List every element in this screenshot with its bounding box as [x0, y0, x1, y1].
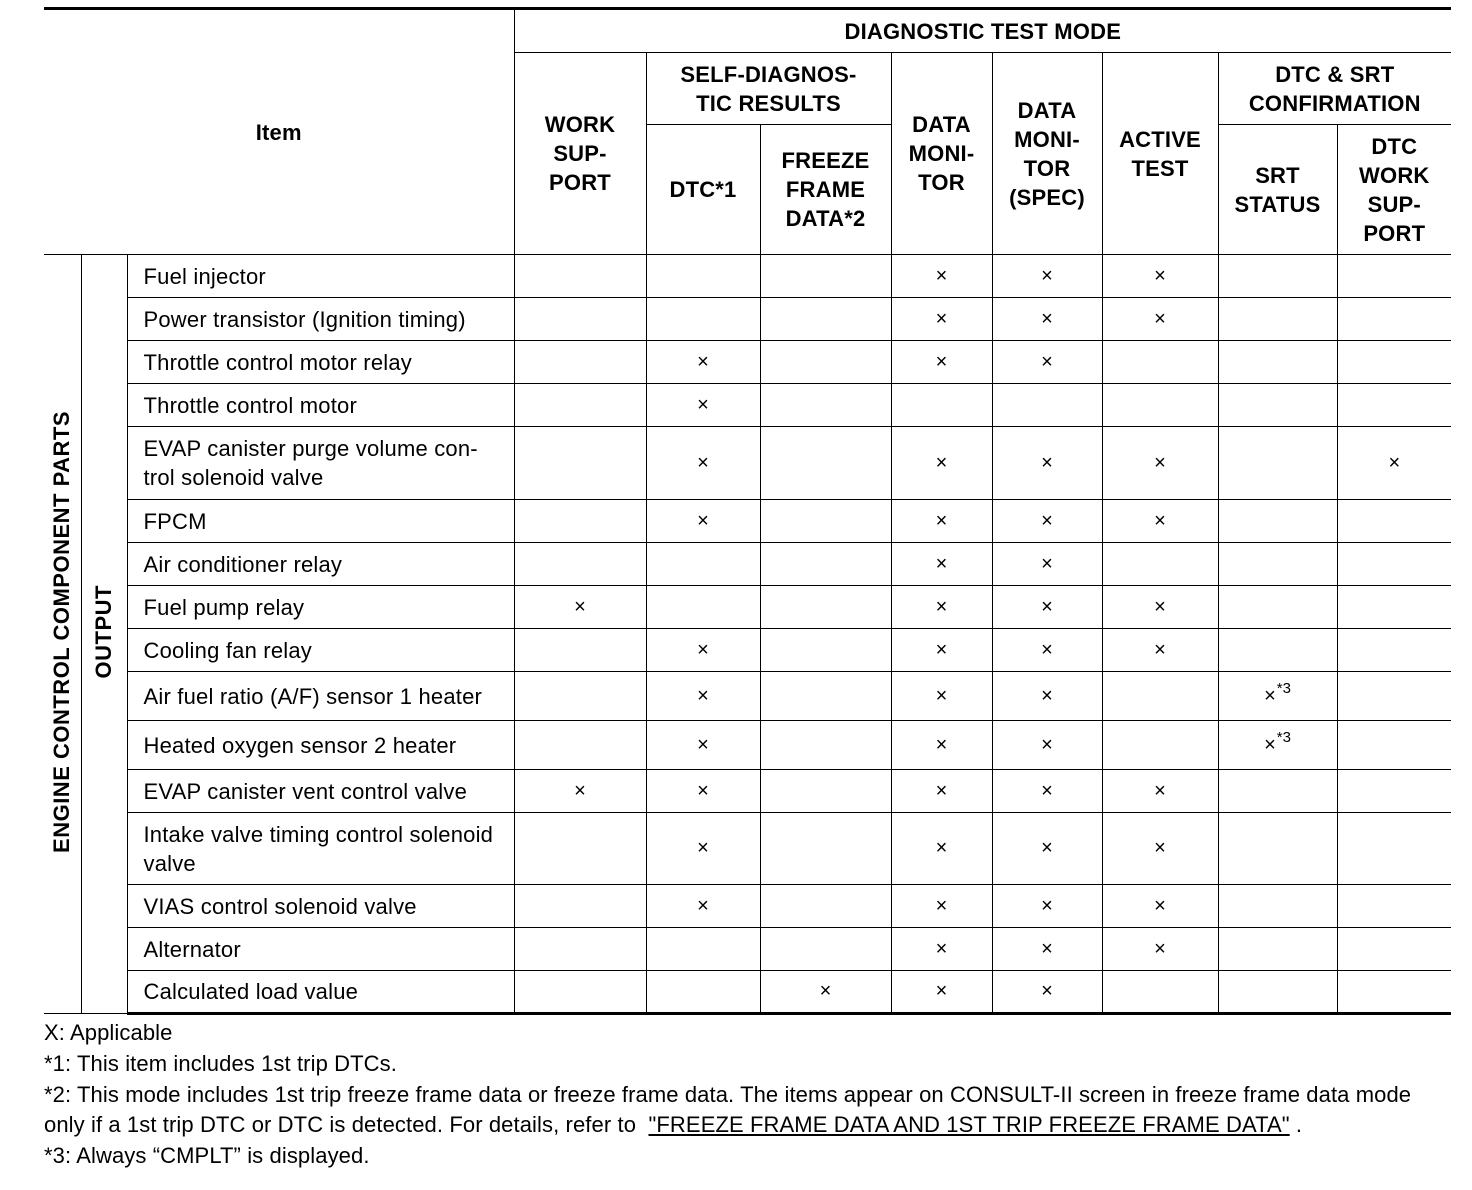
applicable-mark: ×: [1041, 509, 1053, 532]
applicable-mark: ×: [697, 837, 709, 859]
active-test-cell: [1102, 543, 1218, 586]
data-monitor-spec-cell: [992, 629, 1102, 672]
work-support-cell: [514, 813, 646, 885]
srt-status-cell: [1218, 971, 1337, 1014]
applicable-mark: ×: [1041, 350, 1053, 373]
data-monitor-spec-cell: [992, 543, 1102, 586]
data-monitor-spec-cell: [992, 586, 1102, 629]
applicable-mark: ×: [697, 779, 709, 802]
freeze-frame-data-cell: [760, 341, 891, 384]
table-row: [44, 255, 1451, 298]
srt-status-cell: [1218, 928, 1337, 971]
note-2: [44, 1080, 1454, 1142]
active-test-cell: [1102, 813, 1218, 885]
dtc-work-support-header: DTC WORK SUP- PORT: [1337, 125, 1451, 255]
dtc-work-support-cell: [1337, 255, 1451, 298]
applicable-mark: ×: [1041, 595, 1053, 618]
data-monitor-cell: [891, 500, 992, 543]
dtc-cell: [646, 928, 760, 971]
srt-status-cell: [1218, 341, 1337, 384]
active-test-cell: [1102, 384, 1218, 427]
applicable-mark: ×: [1154, 837, 1166, 859]
data-monitor-cell: [891, 298, 992, 341]
applicable-mark: ×: [697, 894, 709, 917]
item-name: FPCM: [143, 508, 207, 534]
work-support-cell: [514, 885, 646, 928]
data-monitor-spec-header: DATA MONI- TOR (SPEC): [992, 53, 1102, 255]
table-row: [44, 384, 1451, 427]
item-name-cell: [127, 885, 514, 928]
dtc-work-support-cell: [1337, 629, 1451, 672]
dtc-cell: [646, 885, 760, 928]
applicable-mark: ×: [935, 779, 948, 802]
data-monitor-header: DATA MONI- TOR: [891, 53, 992, 255]
data-monitor-cell: [891, 629, 992, 672]
work-support-header: WORK SUP- PORT: [514, 53, 646, 255]
data-monitor-cell: [891, 586, 992, 629]
applicable-mark: ×: [574, 779, 586, 802]
srt-status-cell: [1218, 543, 1337, 586]
data-monitor-cell: [891, 255, 992, 298]
active-test-cell: [1102, 255, 1218, 298]
dtc-cell: [646, 255, 760, 298]
data-monitor-cell: [891, 341, 992, 384]
diagnostic-test-mode-table: [44, 7, 1451, 1015]
work-support-cell: [514, 298, 646, 341]
dtc-cell: [646, 341, 760, 384]
freeze-frame-data-cell: [760, 721, 891, 770]
active-test-cell: [1102, 298, 1218, 341]
group-label-cell: [44, 255, 81, 1014]
data-monitor-spec-cell: [992, 500, 1102, 543]
work-support-cell: [514, 586, 646, 629]
applicable-mark: ×: [1041, 980, 1053, 1002]
subgroup-label-cell: [81, 255, 127, 1014]
applicable-mark: ×: [935, 733, 948, 756]
dtc-work-support-cell: [1337, 427, 1451, 500]
freeze-frame-data-cell: [760, 629, 891, 672]
applicable-mark: ×: [935, 595, 948, 618]
table-row: [44, 971, 1451, 1014]
freeze-frame-data-cell: [760, 971, 891, 1014]
applicable-mark: ×: [1041, 894, 1053, 917]
data-monitor-spec-cell: [992, 885, 1102, 928]
freeze-frame-data-cell: [760, 672, 891, 721]
active-test-cell: [1102, 672, 1218, 721]
work-support-cell: [514, 384, 646, 427]
item-name-cell: [127, 971, 514, 1014]
applicable-mark: ×$^{*3}$: [1264, 679, 1291, 707]
dtc-cell: [646, 586, 760, 629]
applicable-mark: ×: [935, 894, 948, 917]
applicable-mark: ×: [697, 638, 709, 661]
item-name-cell: [127, 341, 514, 384]
active-test-cell: [1102, 885, 1218, 928]
active-test-cell: [1102, 971, 1218, 1014]
freeze-frame-data-cell: [760, 813, 891, 885]
freeze-frame-data-cell: [760, 543, 891, 586]
data-monitor-spec-cell: [992, 770, 1102, 813]
data-monitor-spec-cell: [992, 721, 1102, 770]
active-test-header: ACTIVE TEST: [1102, 53, 1218, 255]
dtc-header: DTC*1: [646, 125, 760, 255]
work-support-cell: [514, 770, 646, 813]
item-name-cell: [127, 500, 514, 543]
applicable-mark: ×: [697, 350, 709, 373]
freeze-frame-data-cell: [760, 586, 891, 629]
data-monitor-spec-cell: [992, 813, 1102, 885]
srt-status-cell: [1218, 586, 1337, 629]
freeze-frame-data-link[interactable]: "FREEZE FRAME DATA AND 1ST TRIP FREEZE FRAME DATA": [648, 1112, 1290, 1138]
item-name: VIAS control solenoid valve: [143, 893, 417, 919]
applicable-mark: ×: [1154, 264, 1166, 287]
data-monitor-spec-cell: [992, 298, 1102, 341]
work-support-cell: [514, 427, 646, 500]
dtc-work-support-cell: [1337, 298, 1451, 341]
work-support-cell: [514, 255, 646, 298]
item-name-cell: [127, 770, 514, 813]
applicable-mark: ×: [935, 307, 948, 330]
srt-status-cell: [1218, 770, 1337, 813]
item-name: Heated oxygen sensor 2 heater: [143, 732, 457, 758]
dtc-cell: [646, 384, 760, 427]
dtc-cell: [646, 500, 760, 543]
table-row: [44, 885, 1451, 928]
table-row: [44, 500, 1451, 543]
item-name: trol solenoid valve: [143, 465, 324, 490]
freeze-frame-data-cell: [760, 885, 891, 928]
table-row: [44, 721, 1451, 770]
item-name-cell: [127, 928, 514, 971]
table-row: [44, 298, 1451, 341]
srt-status-cell: [1218, 721, 1337, 770]
note-2-end: .: [1295, 1112, 1303, 1138]
active-test-cell: [1102, 629, 1218, 672]
footnotes: [44, 1018, 1454, 1172]
dtc-cell: [646, 672, 760, 721]
data-monitor-cell: [891, 813, 992, 885]
applicable-mark: ×: [697, 733, 709, 756]
active-test-cell: [1102, 770, 1218, 813]
applicable-mark: ×: [1041, 733, 1053, 756]
group-label: ENGINE CONTROL COMPONENT PARTS: [49, 410, 75, 853]
active-test-cell: [1102, 586, 1218, 629]
data-monitor-spec-cell: [992, 255, 1102, 298]
applicable-mark: ×: [697, 451, 709, 474]
note-1: *1: This item includes 1st trip DTCs.: [44, 1050, 397, 1076]
item-name: Power transistor (Ignition timing): [143, 306, 466, 332]
applicable-mark: ×: [1041, 264, 1053, 287]
work-support-cell: [514, 341, 646, 384]
applicable-mark: ×: [1154, 509, 1166, 532]
item-name: EVAP canister purge volume con-: [143, 436, 478, 461]
dtc-cell: [646, 770, 760, 813]
table-row: [44, 928, 1451, 971]
applicable-mark: ×: [1154, 595, 1166, 618]
data-monitor-cell: [891, 928, 992, 971]
applicable-mark: ×: [697, 509, 709, 532]
item-name: Alternator: [143, 936, 241, 962]
applicable-mark: ×: [935, 937, 948, 960]
applicable-mark: ×: [935, 509, 948, 532]
applicable-mark: ×: [1041, 451, 1053, 474]
item-name-cell: [127, 255, 514, 298]
applicable-mark: ×: [935, 638, 948, 661]
freeze-frame-data-cell: [760, 427, 891, 500]
applicable-mark: ×: [819, 980, 832, 1002]
data-monitor-spec-cell: [992, 672, 1102, 721]
freeze-frame-data-cell: [760, 770, 891, 813]
item-name-cell: [127, 384, 514, 427]
table-row: [44, 672, 1451, 721]
srt-status-cell: [1218, 629, 1337, 672]
applicable-mark: ×: [697, 684, 709, 707]
applicable-mark: ×: [1041, 307, 1053, 330]
item-name: Throttle control motor relay: [143, 349, 412, 375]
table-row: [44, 543, 1451, 586]
dtc-cell: [646, 813, 760, 885]
applicable-mark: ×: [1154, 779, 1166, 802]
applicable-mark: ×: [574, 595, 586, 618]
applicable-mark: ×: [935, 451, 948, 474]
item-header: Item: [44, 9, 514, 255]
item-name: EVAP canister vent control valve: [143, 778, 468, 804]
item-name-cell: [127, 672, 514, 721]
note-applicable: X: Applicable: [44, 1020, 173, 1045]
dtc-work-support-cell: [1337, 928, 1451, 971]
applicable-mark: ×: [1154, 638, 1166, 661]
freeze-frame-data-cell: [760, 500, 891, 543]
dtc-srt-confirmation-header: DTC & SRT CONFIRMATION: [1218, 53, 1451, 125]
dtc-work-support-cell: [1337, 813, 1451, 885]
dtc-work-support-cell: [1337, 500, 1451, 543]
item-name: Cooling fan relay: [143, 637, 312, 663]
applicable-mark: ×$^{*3}$: [1264, 728, 1291, 756]
item-name: Throttle control motor: [143, 392, 357, 418]
table-row: [44, 629, 1451, 672]
srt-status-cell: [1218, 813, 1337, 885]
data-monitor-cell: [891, 885, 992, 928]
work-support-cell: [514, 721, 646, 770]
data-monitor-cell: [891, 971, 992, 1014]
dtc-work-support-cell: [1337, 384, 1451, 427]
diagnostic-test-mode-sheet: [44, 7, 1451, 1015]
diagnostic-test-mode-header: DIAGNOSTIC TEST MODE: [514, 9, 1451, 53]
item-name: Air fuel ratio (A/F) sensor 1 heater: [143, 683, 483, 709]
work-support-cell: [514, 629, 646, 672]
table-row: [44, 427, 1451, 500]
applicable-mark: ×: [935, 264, 948, 287]
data-monitor-cell: [891, 672, 992, 721]
work-support-cell: [514, 672, 646, 721]
srt-status-cell: [1218, 672, 1337, 721]
note-3: *3: Always “CMPLT” is displayed.: [44, 1143, 370, 1169]
applicable-mark: ×: [1041, 638, 1053, 661]
applicable-mark: ×: [697, 393, 709, 416]
item-name: Fuel pump relay: [143, 594, 305, 620]
data-monitor-cell: [891, 721, 992, 770]
applicable-mark: ×: [935, 552, 948, 575]
dtc-work-support-cell: [1337, 672, 1451, 721]
applicable-mark: ×: [1041, 779, 1053, 802]
freeze-frame-data-cell: [760, 928, 891, 971]
self-diagnostic-results-header: SELF-DIAGNOS- TIC RESULTS: [646, 53, 891, 125]
item-name-cell: [127, 298, 514, 341]
item-name-cell: [127, 629, 514, 672]
srt-status-cell: [1218, 427, 1337, 500]
item-name-cell: [127, 721, 514, 770]
dtc-cell: [646, 543, 760, 586]
work-support-cell: [514, 928, 646, 971]
active-test-cell: [1102, 427, 1218, 500]
subgroup-label: OUTPUT: [91, 584, 116, 679]
data-monitor-cell: [891, 427, 992, 500]
work-support-cell: [514, 543, 646, 586]
table-body: [44, 255, 1451, 1014]
work-support-cell: [514, 971, 646, 1014]
dtc-work-support-cell: [1337, 341, 1451, 384]
item-name-cell: [127, 427, 514, 500]
table-row: [44, 813, 1451, 885]
freeze-frame-data-header: FREEZE FRAME DATA*2: [760, 125, 891, 255]
dtc-work-support-cell: [1337, 543, 1451, 586]
work-support-cell: [514, 500, 646, 543]
data-monitor-spec-cell: [992, 341, 1102, 384]
applicable-mark: ×: [935, 980, 948, 1002]
data-monitor-cell: [891, 770, 992, 813]
applicable-mark: ×: [935, 837, 948, 859]
dtc-cell: [646, 721, 760, 770]
dtc-cell: [646, 629, 760, 672]
applicable-mark: ×: [1154, 307, 1166, 330]
table-row: [44, 770, 1451, 813]
active-test-cell: [1102, 500, 1218, 543]
dtc-cell: [646, 298, 760, 341]
applicable-mark: ×: [1041, 937, 1053, 960]
active-test-cell: [1102, 721, 1218, 770]
freeze-frame-data-cell: [760, 384, 891, 427]
item-name: Intake valve timing control solenoid: [143, 821, 494, 847]
item-name: Calculated load value: [143, 979, 359, 1004]
item-name-cell: [127, 586, 514, 629]
dtc-cell: [646, 427, 760, 500]
applicable-mark: ×: [935, 350, 948, 373]
active-test-cell: [1102, 341, 1218, 384]
applicable-mark: ×: [1041, 837, 1053, 859]
item-name: Air conditioner relay: [143, 551, 343, 577]
applicable-mark: ×: [1154, 937, 1166, 960]
srt-status-cell: [1218, 384, 1337, 427]
dtc-work-support-cell: [1337, 885, 1451, 928]
data-monitor-spec-cell: [992, 971, 1102, 1014]
data-monitor-spec-cell: [992, 928, 1102, 971]
table-row: [44, 586, 1451, 629]
data-monitor-spec-cell: [992, 427, 1102, 500]
dtc-cell: [646, 971, 760, 1014]
freeze-frame-data-cell: [760, 255, 891, 298]
freeze-frame-data-cell: [760, 298, 891, 341]
srt-status-cell: [1218, 500, 1337, 543]
table-row: [44, 341, 1451, 384]
applicable-mark: ×: [1154, 451, 1166, 474]
data-monitor-spec-cell: [992, 384, 1102, 427]
srt-status-cell: [1218, 298, 1337, 341]
applicable-mark: ×: [1041, 684, 1053, 707]
active-test-cell: [1102, 928, 1218, 971]
dtc-work-support-cell: [1337, 586, 1451, 629]
srt-status-header: SRT STATUS: [1218, 125, 1337, 255]
applicable-mark: ×: [1041, 552, 1053, 575]
dtc-work-support-cell: [1337, 721, 1451, 770]
item-name-cell: [127, 543, 514, 586]
item-name: valve: [143, 850, 196, 876]
data-monitor-cell: [891, 543, 992, 586]
note-2-text: *2: This mode includes 1st trip freeze frame data or freeze frame data. The items appear on CONSULT-II screen in freeze frame data mode only if a 1st trip DTC or DTC is detected. For details, refer to: [44, 1081, 1412, 1138]
data-monitor-cell: [891, 384, 992, 427]
dtc-work-support-cell: [1337, 971, 1451, 1014]
applicable-mark: ×: [1388, 451, 1401, 474]
srt-status-cell: [1218, 255, 1337, 298]
applicable-mark: ×: [935, 684, 948, 707]
applicable-mark: ×: [1154, 894, 1166, 917]
item-name: Fuel injector: [143, 263, 266, 289]
srt-status-cell: [1218, 885, 1337, 928]
dtc-work-support-cell: [1337, 770, 1451, 813]
item-name-cell: [127, 813, 514, 885]
